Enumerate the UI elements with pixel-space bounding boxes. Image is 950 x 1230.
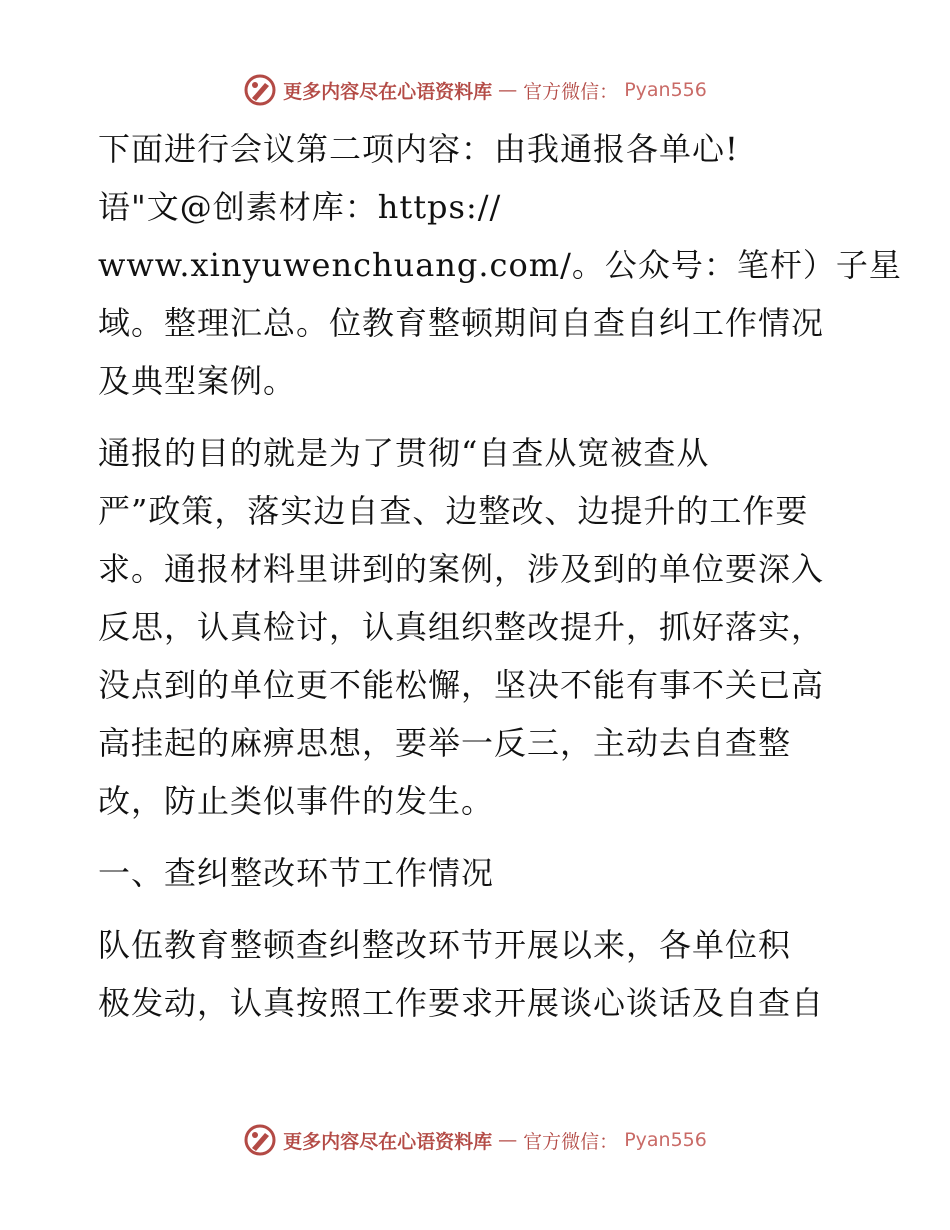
text-line: 求。通报材料里讲到的案例，涉及到的单位要深入: [98, 550, 825, 588]
text-line: 语"文@创素材库：https://: [98, 188, 502, 226]
heading-line: 一、查纠整改环节工作情况: [98, 854, 495, 892]
banner-wechat-id: Pyan556: [624, 79, 707, 101]
text-line: 反思，认真检讨，认真组织整改提升，抓好落实，: [98, 608, 825, 646]
banner-wechat-label: 官方微信：: [523, 80, 619, 103]
paragraph-3: [98, 916, 850, 1032]
text-line: 改，防止类似事件的发生。: [98, 782, 495, 820]
footer-banner: [0, 1120, 950, 1160]
paragraph-2: [98, 424, 850, 830]
paragraph-gap: [98, 902, 850, 916]
text-line: www.xinyuwenchuang.com/。公众号：笔杆）子星: [98, 246, 902, 284]
text-line: 通报的目的就是为了贯彻“自查从宽被查从: [98, 434, 710, 472]
document-body: [98, 120, 902, 1032]
banner-dash: —: [498, 79, 518, 101]
paragraph-gap: [98, 830, 850, 844]
banner-wechat-id: Pyan556: [624, 1129, 707, 1151]
text-line: 及典型案例。: [98, 362, 297, 400]
text-line: 严”政策，落实边自查、边整改、边提升的工作要: [98, 492, 809, 530]
header-banner: [0, 70, 950, 110]
text-line: 极发动，认真按照工作要求开展谈心谈话及自查自: [98, 984, 825, 1022]
paragraph-gap: [98, 410, 850, 424]
pen-logo-icon: [243, 73, 277, 107]
paragraph-1: [98, 120, 902, 410]
banner-wechat-label: 官方微信：: [523, 1130, 619, 1153]
text-line: 队伍教育整顿查纠整改环节开展以来，各单位积: [98, 926, 792, 964]
text-line: 没点到的单位更不能松懈，坚决不能有事不关已高: [98, 666, 825, 704]
banner-brand: 更多内容尽在心语资料库: [283, 80, 493, 103]
text-line: 下面进行会议第二项内容：由我通报各单心!: [98, 130, 739, 168]
banner-brand: 更多内容尽在心语资料库: [283, 1130, 493, 1153]
pen-logo-icon: [243, 1123, 277, 1157]
banner-dash: —: [498, 1129, 518, 1151]
text-line: 高挂起的麻痹思想，要举一反三，主动去自查整: [98, 724, 792, 762]
section-heading: [98, 844, 850, 902]
text-line: 域。整理汇总。位教育整顿期间自查自纠工作情况: [98, 304, 825, 342]
